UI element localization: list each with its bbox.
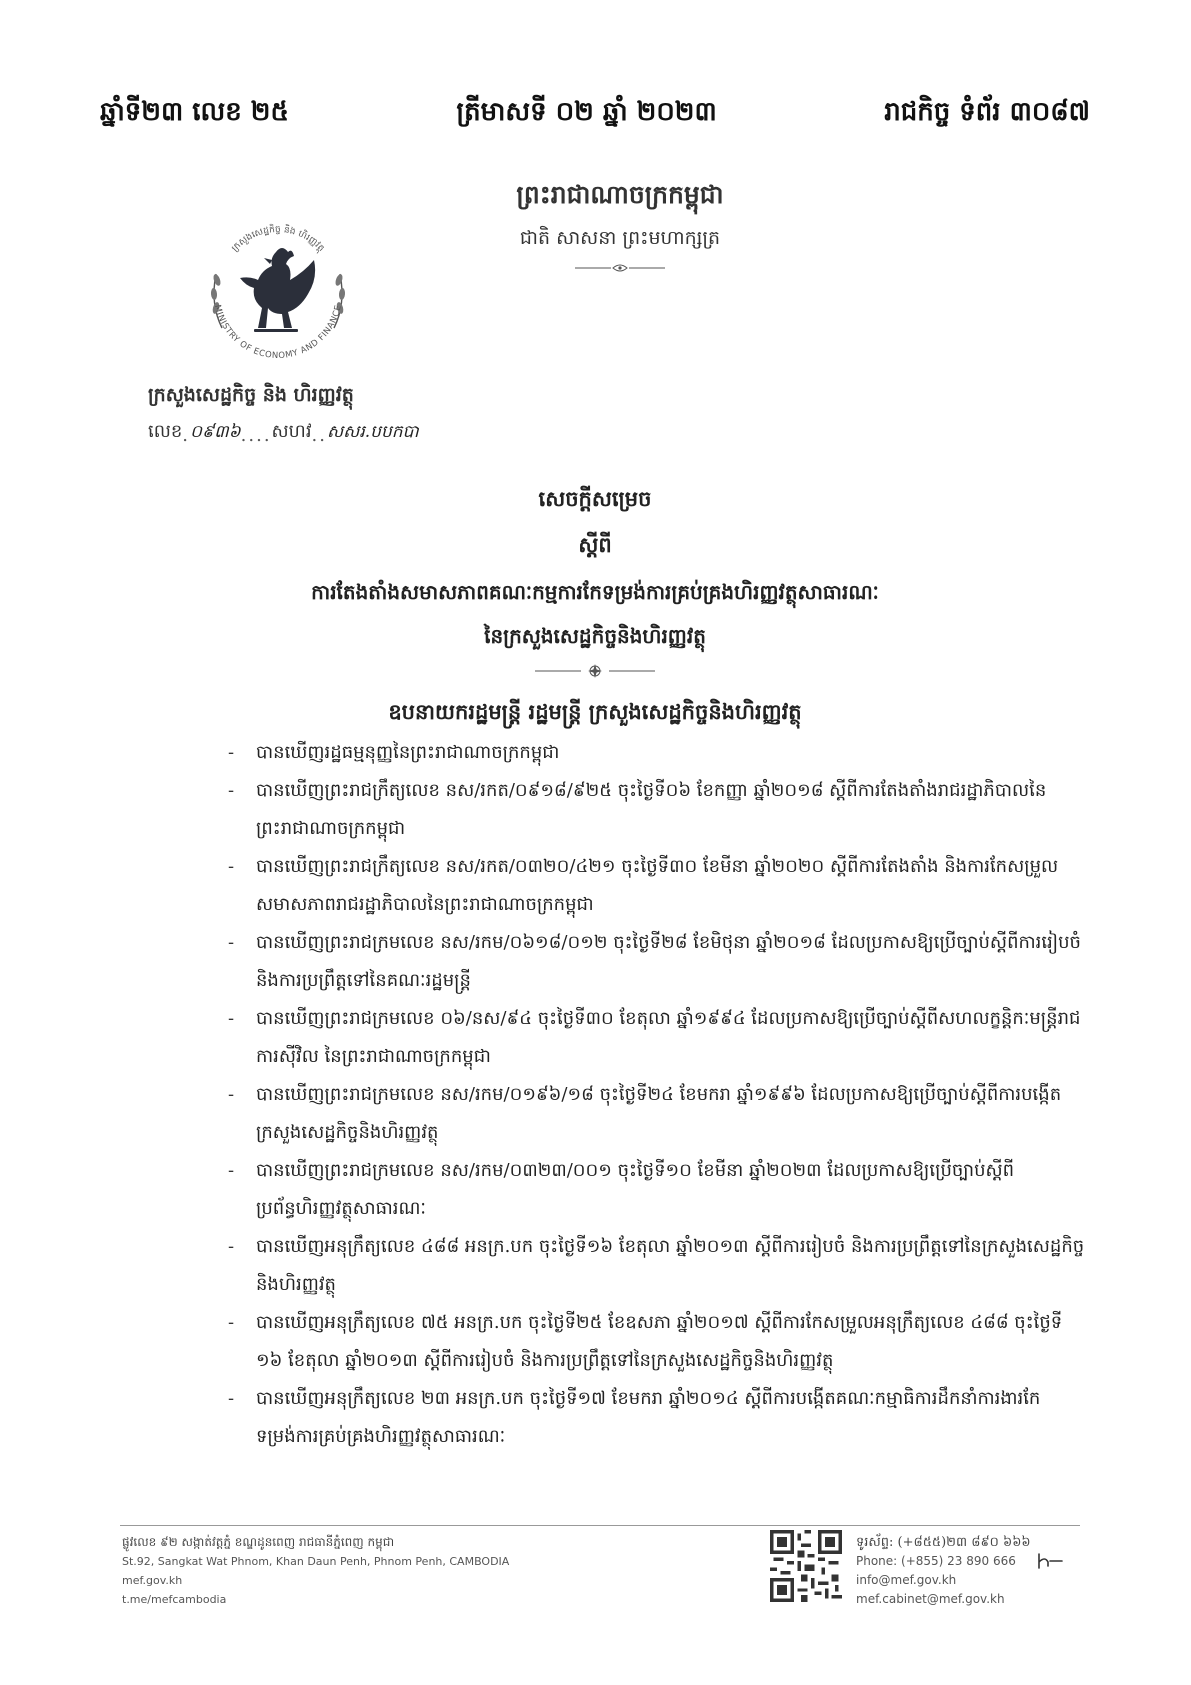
telegram-link[interactable]: t.me/mefcambodia [122, 1593, 227, 1606]
national-motto: ជាតិ សាសនា ព្រះមហាក្សត្រ [519, 227, 721, 249]
gazette-header [100, 92, 1090, 136]
footer-contacts [856, 1533, 1031, 1609]
list-item: - បានឃើញព្រះរាជក្រមលេខ នស/រកម/០៦១៨/០១២ ចុះថ្ងៃទី២៨ ខែមិថុនា ឆ្នាំ២០១៨ ដែលប្រកាសឱ្យប្រើច្បាប់ស្តីពីការរៀបចំ និងការប្រព្រឹត្តទៅនៃគណៈរដ្ឋមន្ត្រី [228, 924, 1090, 1000]
list-item: - បានឃើញអនុក្រឹត្យលេខ ២៣ អនក្រ.បក ចុះថ្ងៃទី១៧ ខែមករា ឆ្នាំ២០១៤ ស្តីពីការបង្កើតគណៈកម្មាធិការដឹកនាំការងារកែទម្រង់ការគ្រប់គ្រងហិរញ្ញវត្ថុសាធារណៈ [228, 1380, 1090, 1456]
list-item: - បានឃើញព្រះរាជក្រមលេខ ០៦/នស/៩៤ ចុះថ្ងៃទី៣០ ខែតុលា ឆ្នាំ១៩៩៤ ដែលប្រកាសឱ្យប្រើច្បាប់ស្តីពីសហលក្ខន្តិកៈមន្ត្រីរាជការស៊ីវិល នៃព្រះរាជាណាចក្រកម្ពុជា [228, 1000, 1090, 1076]
handwritten-initial-icon [1036, 1552, 1064, 1570]
ornament-divider-icon [535, 663, 655, 679]
address-km: ផ្លូវលេខ ៩២ សង្កាត់វត្តភ្នំ ខណ្ឌដូនពេញ រាជធានីភ្នំពេញ កម្ពុជា [122, 1535, 395, 1549]
address-en: St.92, Sangkat Wat Phnom, Khan Daun Penh, Phnom Penh, CAMBODIA [122, 1555, 510, 1568]
list-item: - បានឃើញអនុក្រឹត្យលេខ ៤៨៨ អនក្រ.បក ចុះថ្ងៃទី១៦ ខែតុលា ឆ្នាំ២០១៣ ស្តីពីការរៀបចំ និងការប្រព្រឹត្តទៅនៃក្រសួងសេដ្ឋកិច្ចនិងហិរញ្ញវត្ថុ [228, 1228, 1090, 1304]
gazette-quarter: ត្រីមាសទី ០២ ឆ្នាំ ២០២៣ [456, 97, 717, 127]
footer-address [122, 1533, 509, 1609]
preamble-clauses [228, 734, 1090, 1456]
list-item: - បានឃើញព្រះរាជក្រឹត្យលេខ នស/រកត/០៩១៨/៩២៥ ចុះថ្ងៃទី០៦ ខែកញ្ញា ឆ្នាំ២០១៨ ស្តីពីការតែងតាំងរាជរដ្ឋាភិបាលនៃព្រះរាជាណាចក្រកម្ពុជា [228, 772, 1090, 848]
reference-handwritten-number: ០៩៣៦ [190, 422, 241, 442]
phone-en: Phone: (+855) 23 890 666 [856, 1554, 1016, 1568]
decision-heading: សេចក្តីសម្រេច [538, 486, 652, 511]
reference-handwritten-suffix: សសរ.បបកបា [327, 422, 419, 442]
email-cabinet-link[interactable]: mef.cabinet@mef.gov.kh [856, 1592, 1005, 1606]
reference-number: លេខ . ០៩៣៦ .... សហវ .. សសរ.បបកបា [148, 421, 419, 446]
list-item: - បានឃើញព្រះរាជក្រមលេខ នស/រកម/០១៩៦/១៨ ចុះថ្ងៃទី២៤ ខែមករា ឆ្នាំ១៩៩៦ ដែលប្រកាសឱ្យប្រើច្បាប់ស្តីពីការបង្កើតក្រសួងសេដ្ឋកិច្ចនិងហិរញ្ញវត្ថុ [228, 1076, 1090, 1152]
email-info-link[interactable]: info@mef.gov.kh [856, 1573, 957, 1587]
kingdom-name: ព្រះរាជាណាចក្រកម្ពុជា [516, 180, 724, 209]
issuer-heading: ឧបនាយករដ្ឋមន្ត្រី រដ្ឋមន្ត្រី ក្រសួងសេដ្ឋកិច្ចនិងហិរញ្ញវត្ថុ [388, 699, 802, 724]
list-item: - បានឃើញព្រះរាជក្រឹត្យលេខ នស/រកត/០៣២០/៤២១ ចុះថ្ងៃទី៣០ ខែមីនា ឆ្នាំ២០២០ ស្តីពីការតែងតាំង និងការកែសម្រួលសមាសភាពរាជរដ្ឋាភិបាលនៃព្រះរាជាណាចក្រកម្ពុជា [228, 848, 1090, 924]
subject-line-2: នៃក្រសួងសេដ្ឋកិច្ចនិងហិរញ្ញវត្ថុ [484, 624, 706, 648]
rooster-seal-icon [192, 208, 364, 380]
website-link[interactable]: mef.gov.kh [122, 1574, 183, 1587]
gazette-page-number: រាជកិច្ច ទំព័រ ៣០៨៧ [884, 97, 1090, 127]
list-item: - បានឃើញអនុក្រឹត្យលេខ ៧៥ អនក្រ.បក ចុះថ្ងៃទី២៥ ខែឧសភា ឆ្នាំ២០១៧ ស្តីពីការកែសម្រួលអនុក្រឹត្យលេខ ៤៨៨ ចុះថ្ងៃទី ១៦ ខែតុលា ឆ្នាំ២០១៣ ស្តីពីការរៀបចំ និងការប្រព្រឹត្តទៅនៃក្រសួងសេដ្ឋកិច្ចនិងហិរញ្ញវត្ថុ [228, 1304, 1090, 1380]
reference-mid: សហវ [271, 421, 312, 442]
regarding-heading: ស្តីពី [578, 532, 612, 557]
qr-code-icon [770, 1530, 842, 1602]
subject-line-1: ការតែងតាំងសមាសភាពគណៈកម្មការកែទម្រង់ការគ្រប់គ្រងហិរញ្ញវត្ថុសាធារណៈ [311, 580, 879, 604]
ornament-divider-icon [575, 262, 665, 274]
list-item: - បានឃើញព្រះរាជក្រមលេខ នស/រកម/០៣២៣/០០១ ចុះថ្ងៃទី១០ ខែមីនា ឆ្នាំ២០២៣ ដែលប្រកាសឱ្យប្រើច្បាប់ស្តីពីប្រព័ន្ធហិរញ្ញវត្ថុសាធារណៈ [228, 1152, 1090, 1228]
phone-km: ទូរស័ព្ទ: (+៨៥៥)២៣ ៨៩០ ៦៦៦ [856, 1535, 1031, 1550]
list-item: - បានឃើញរដ្ឋធម្មនុញ្ញនៃព្រះរាជាណាចក្រកម្ពុជា [228, 734, 1090, 772]
decision-title-block [200, 486, 990, 730]
ministry-name: ក្រសួងសេដ្ឋកិច្ច និង ហិរញ្ញវត្ថុ [148, 384, 354, 406]
seal-text-km: ក្រសួងសេដ្ឋកិច្ច និង ហិរញ្ញវត្ថុ [230, 224, 326, 254]
footer-divider [120, 1525, 1080, 1526]
gazette-year-issue: ឆ្នាំទី២៣ លេខ ២៥ [100, 97, 289, 127]
reference-prefix: លេខ [148, 421, 183, 442]
kingdom-heading [430, 180, 810, 278]
seal-text-en: MINISTRY OF ECONOMY AND FINANCE [212, 303, 344, 362]
